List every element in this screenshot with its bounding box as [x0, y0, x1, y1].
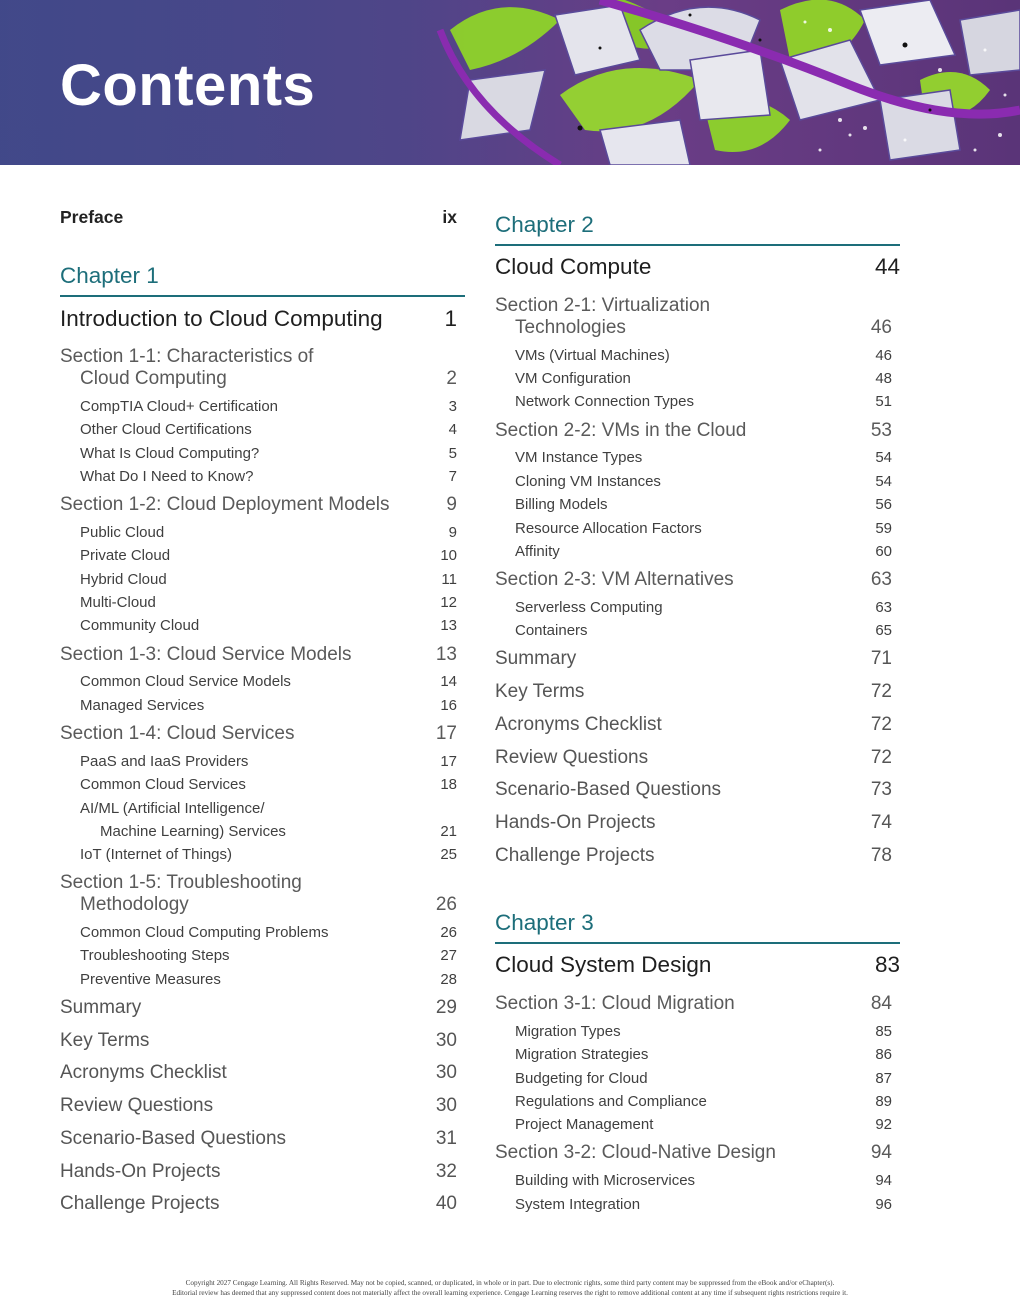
chapter-label: Chapter 3 — [495, 910, 900, 944]
entry-title: Review Questions — [60, 1095, 214, 1116]
entry-page: 21 — [440, 823, 457, 840]
page-title: Contents — [60, 53, 316, 118]
entry-page: 65 — [875, 622, 892, 639]
chapter-label: Chapter 1 — [60, 263, 465, 297]
entry-page: 16 — [440, 697, 457, 714]
preface-page: ix — [442, 207, 457, 227]
entry-title: Acronyms Checklist — [495, 714, 662, 735]
entry-title: Hands-On Projects — [495, 812, 656, 833]
section-title: Section 3-1: Cloud Migration — [495, 993, 735, 1014]
entry-page: 54 — [875, 449, 892, 466]
entry-title-line: Machine Learning) Services — [100, 823, 286, 840]
entry-title: Budgeting for Cloud — [515, 1070, 648, 1087]
entry-page: 30 — [435, 1095, 457, 1116]
entry-title: Project Management — [515, 1116, 654, 1133]
entry-page: 71 — [870, 648, 892, 669]
chapter-title: Cloud System Design — [495, 952, 712, 977]
entry-title: Challenge Projects — [495, 845, 655, 866]
entry-title: Key Terms — [60, 1030, 150, 1051]
entry-title: Summary — [495, 648, 577, 669]
entry-page: 94 — [875, 1172, 892, 1189]
entry-title: Acronyms Checklist — [60, 1062, 227, 1083]
entry-page: 87 — [875, 1070, 892, 1087]
entry-title: Other Cloud Certifications — [80, 421, 252, 438]
entry-page: 73 — [870, 779, 892, 800]
entry-page: 48 — [875, 370, 892, 387]
entry-title: Multi-Cloud — [80, 594, 156, 611]
entry-page: 9 — [448, 524, 457, 541]
entry-page: 18 — [440, 776, 457, 793]
section-page: 17 — [435, 723, 457, 744]
section-title-line: Section 1-5: Troubleshooting — [60, 872, 302, 893]
entry-page: 78 — [870, 845, 892, 866]
section-page: 26 — [435, 894, 457, 915]
header-banner — [0, 0, 1020, 165]
entry-title: Building with Microservices — [515, 1172, 696, 1189]
entry-page: 59 — [875, 520, 892, 537]
entry-title: Preventive Measures — [80, 971, 221, 988]
entry-page: 32 — [435, 1161, 457, 1182]
section-title-line: Methodology — [80, 894, 189, 915]
entry-page: 13 — [440, 617, 457, 634]
entry-title: Common Cloud Service Models — [80, 673, 291, 690]
section-title: Section 1-3: Cloud Service Models — [60, 644, 352, 665]
section-page: 46 — [870, 317, 892, 338]
entry-page: 12 — [440, 594, 457, 611]
entry-title: Regulations and Compliance — [515, 1093, 707, 1110]
entry-page: 51 — [875, 393, 892, 410]
entry-title: PaaS and IaaS Providers — [80, 753, 249, 770]
entry-title: What Do I Need to Know? — [80, 468, 254, 485]
entry-page: 89 — [875, 1093, 892, 1110]
entry-title: Hands-On Projects — [60, 1161, 221, 1182]
entry-page: 72 — [870, 747, 892, 768]
entry-page: 29 — [435, 997, 457, 1018]
entry-page: 26 — [440, 924, 457, 941]
entry-title: Scenario-Based Questions — [60, 1128, 287, 1149]
section-title: Section 1-4: Cloud Services — [60, 723, 295, 744]
entry-title: Public Cloud — [80, 524, 165, 541]
entry-page: 72 — [870, 681, 892, 702]
chapter-title: Introduction to Cloud Computing — [60, 306, 383, 331]
entry-page: 74 — [870, 812, 892, 833]
entry-title: Scenario-Based Questions — [495, 779, 722, 800]
entry-title: Key Terms — [495, 681, 585, 702]
entry-title: Private Cloud — [80, 547, 171, 564]
entry-page: 46 — [875, 347, 892, 364]
copyright-footer — [0, 1278, 1020, 1298]
entry-title: VM Instance Types — [515, 449, 643, 466]
entry-page: 40 — [435, 1193, 457, 1214]
entry-title: Migration Types — [515, 1023, 621, 1040]
chapter-label: Chapter 2 — [495, 212, 900, 246]
section-page: 84 — [870, 993, 892, 1014]
entry-title: What Is Cloud Computing? — [80, 445, 260, 462]
entry-page: 28 — [440, 971, 457, 988]
entry-page: 10 — [440, 547, 457, 564]
entry-page: 72 — [870, 714, 892, 735]
entry-page: 30 — [435, 1062, 457, 1083]
section-title: Section 2-3: VM Alternatives — [495, 569, 734, 590]
chapter-title: Cloud Compute — [495, 254, 652, 279]
entry-title: Resource Allocation Factors — [515, 520, 702, 537]
entry-page: 92 — [875, 1116, 892, 1133]
entry-page: 96 — [875, 1196, 892, 1213]
entry-title: Serverless Computing — [515, 599, 663, 616]
entry-title: Managed Services — [80, 697, 205, 714]
entry-title: Community Cloud — [80, 617, 200, 634]
entry-page: 17 — [440, 753, 457, 770]
section-title: Section 3-2: Cloud-Native Design — [495, 1142, 776, 1163]
entry-title: Common Cloud Computing Problems — [80, 924, 329, 941]
section-page: 9 — [446, 494, 457, 515]
preface-label: Preface — [60, 207, 124, 227]
entry-title: Hybrid Cloud — [80, 571, 167, 588]
entry-page: 25 — [440, 846, 457, 863]
section-title-line: Technologies — [515, 317, 626, 338]
entry-page: 11 — [441, 571, 457, 588]
entry-page: 31 — [435, 1128, 457, 1149]
entry-title: System Integration — [515, 1196, 641, 1213]
entry-page: 60 — [875, 543, 892, 560]
section-page: 63 — [870, 569, 892, 590]
entry-page: 5 — [448, 445, 457, 462]
entry-title: Containers — [515, 622, 588, 639]
section-title-line: Cloud Computing — [80, 368, 227, 389]
entry-title: IoT (Internet of Things) — [80, 846, 233, 863]
entry-title: Billing Models — [515, 496, 608, 513]
section-title-line: Section 1-1: Characteristics of — [60, 346, 314, 367]
section-page: 53 — [870, 420, 892, 441]
entry-title: Challenge Projects — [60, 1193, 220, 1214]
entry-page: 3 — [448, 398, 457, 415]
entry-page: 30 — [435, 1030, 457, 1051]
section-title-line: Section 2-1: Virtualization — [495, 295, 711, 316]
entry-title: Migration Strategies — [515, 1046, 649, 1063]
chapter-page: 1 — [444, 306, 457, 331]
section-page: 2 — [446, 368, 457, 389]
entry-page: 4 — [448, 421, 457, 438]
entry-title: VM Configuration — [515, 370, 631, 387]
entry-title: Affinity — [515, 543, 560, 560]
entry-page: 85 — [875, 1023, 892, 1040]
entry-page: 56 — [875, 496, 892, 513]
entry-title: Common Cloud Services — [80, 776, 246, 793]
entry-title: Network Connection Types — [515, 393, 694, 410]
section-page: 13 — [435, 644, 457, 665]
chapter-page: 83 — [874, 952, 900, 977]
entry-page: 54 — [875, 473, 892, 490]
entry-title: Cloning VM Instances — [515, 473, 661, 490]
entry-page: 7 — [448, 468, 457, 485]
section-title: Section 2-2: VMs in the Cloud — [495, 420, 747, 441]
entry-title: CompTIA Cloud+ Certification — [80, 398, 279, 415]
entry-page: 63 — [875, 599, 892, 616]
section-page: 94 — [870, 1142, 892, 1163]
entry-title: Troubleshooting Steps — [80, 947, 230, 964]
entry-title: Review Questions — [495, 747, 649, 768]
entry-page: 27 — [440, 947, 457, 964]
entry-page: 14 — [440, 673, 457, 690]
entry-page: 86 — [875, 1046, 892, 1063]
entry-title-line: AI/ML (Artificial Intelligence/ — [80, 800, 265, 817]
copyright-line: Editorial review has deemed that any suppressed content does not materially affect the overall learning experience. Cengage Learning reserves the right to remove additional content at any time if subsequent rights restrictions require it. — [172, 1289, 848, 1297]
entry-title: VMs (Virtual Machines) — [515, 347, 670, 364]
entry-title: Summary — [60, 997, 142, 1018]
copyright-line: Copyright 2027 Cengage Learning. All Rights Reserved. May not be copied, scanned, or duplicated, in whole or in part. Due to electronic rights, some third party content may be suppressed from the eBook and/or eChapter(s). — [185, 1279, 835, 1287]
section-title: Section 1-2: Cloud Deployment Models — [60, 494, 390, 515]
chapter-page: 44 — [874, 254, 900, 279]
